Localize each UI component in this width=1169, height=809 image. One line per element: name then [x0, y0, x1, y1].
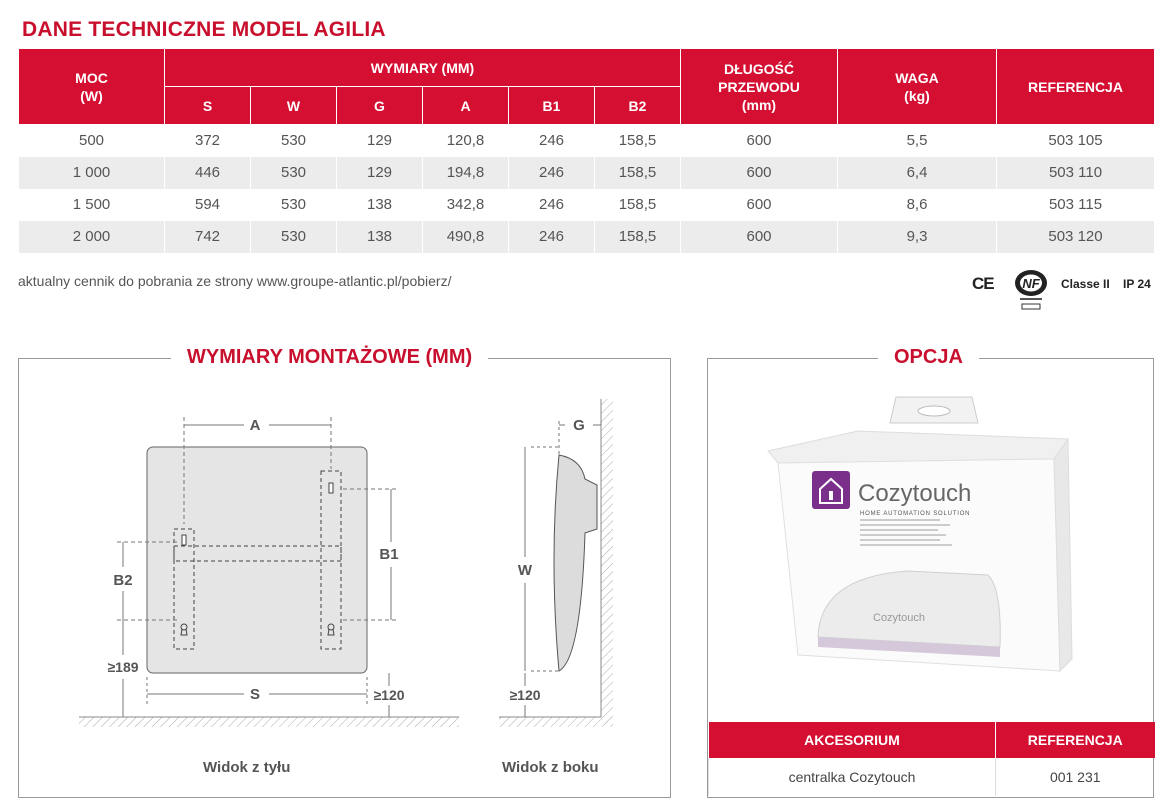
dim-label-min120-back: ≥120 — [373, 687, 405, 703]
table-row: 500 372 530 129 120,8 246 158,5 600 5,5 503 105 — [19, 125, 1155, 157]
option-title: OPCJA — [878, 346, 979, 369]
page-title: DANE TECHNICZNE MODEL AGILIA — [22, 18, 386, 41]
svg-text:Cozytouch: Cozytouch — [858, 480, 972, 507]
price-list-note: aktualny cennik do pobrania ze strony www.groupe-atlantic.pl/pobierz/ — [18, 273, 452, 289]
dim-label-g: G — [573, 417, 585, 434]
mounting-diagram — [19, 359, 672, 799]
side-view-drawing — [499, 399, 613, 727]
dim-label-b2: B2 — [113, 572, 133, 589]
header-cable-length: DŁUGOŚĆ PRZEWODU (mm) — [681, 49, 838, 125]
dim-label-w: W — [517, 562, 533, 579]
accessory-ref: 001 231 — [996, 758, 1155, 796]
header-w: W — [251, 87, 337, 125]
table-row: 1 000 446 530 129 194,8 246 158,5 600 6,4 503 110 — [19, 157, 1155, 189]
header-weight: WAGA (kg) — [838, 49, 997, 125]
cozytouch-product-image — [708, 359, 1155, 719]
header-g: G — [337, 87, 423, 125]
dim-label-min189: ≥189 — [107, 659, 139, 675]
header-accessory-ref: REFERENCJA — [996, 722, 1155, 758]
header-reference: REFERENCJA — [997, 49, 1155, 125]
dim-label-s: S — [249, 686, 261, 703]
header-accessory: AKCESORIUM — [709, 722, 996, 758]
header-b2: B2 — [595, 87, 681, 125]
svg-text:HOME AUTOMATION SOLUTION: HOME AUTOMATION SOLUTION — [860, 511, 971, 517]
table-row: 1 500 594 530 138 342,8 246 158,5 600 8,6 503 115 — [19, 189, 1155, 221]
ip-rating: IP 24 — [1123, 277, 1151, 291]
header-a: A — [423, 87, 509, 125]
accessory-name: centralka Cozytouch — [709, 758, 996, 796]
dim-label-min120-side: ≥120 — [509, 687, 541, 703]
ce-mark: CE — [972, 274, 994, 293]
mounting-dimensions-panel — [18, 346, 671, 798]
header-power: MOC (W) — [19, 49, 165, 125]
spec-table — [18, 48, 1155, 253]
table-row: 2 000 742 530 138 490,8 246 158,5 600 9,3 503 120 — [19, 221, 1155, 253]
back-view-caption: Widok z tyłu — [203, 759, 291, 776]
accessory-table — [708, 722, 1155, 796]
back-view-drawing — [79, 417, 459, 727]
mounting-title: WYMIARY MONTAŻOWE (MM) — [171, 346, 488, 369]
header-dimensions: WYMIARY (MM) — [165, 49, 681, 87]
nf-logo-icon — [1008, 268, 1054, 312]
dim-label-b1: B1 — [379, 546, 399, 563]
header-s: S — [165, 87, 251, 125]
header-b1: B1 — [509, 87, 595, 125]
table-row — [709, 758, 1155, 796]
classe-label: Classe II — [1061, 277, 1110, 291]
certification-marks — [972, 268, 1162, 318]
dim-label-a: A — [249, 417, 261, 434]
svg-text:Cozytouch: Cozytouch — [873, 612, 925, 624]
svg-text:NF: NF — [1022, 276, 1040, 291]
side-view-caption: Widok z boku — [502, 759, 599, 776]
